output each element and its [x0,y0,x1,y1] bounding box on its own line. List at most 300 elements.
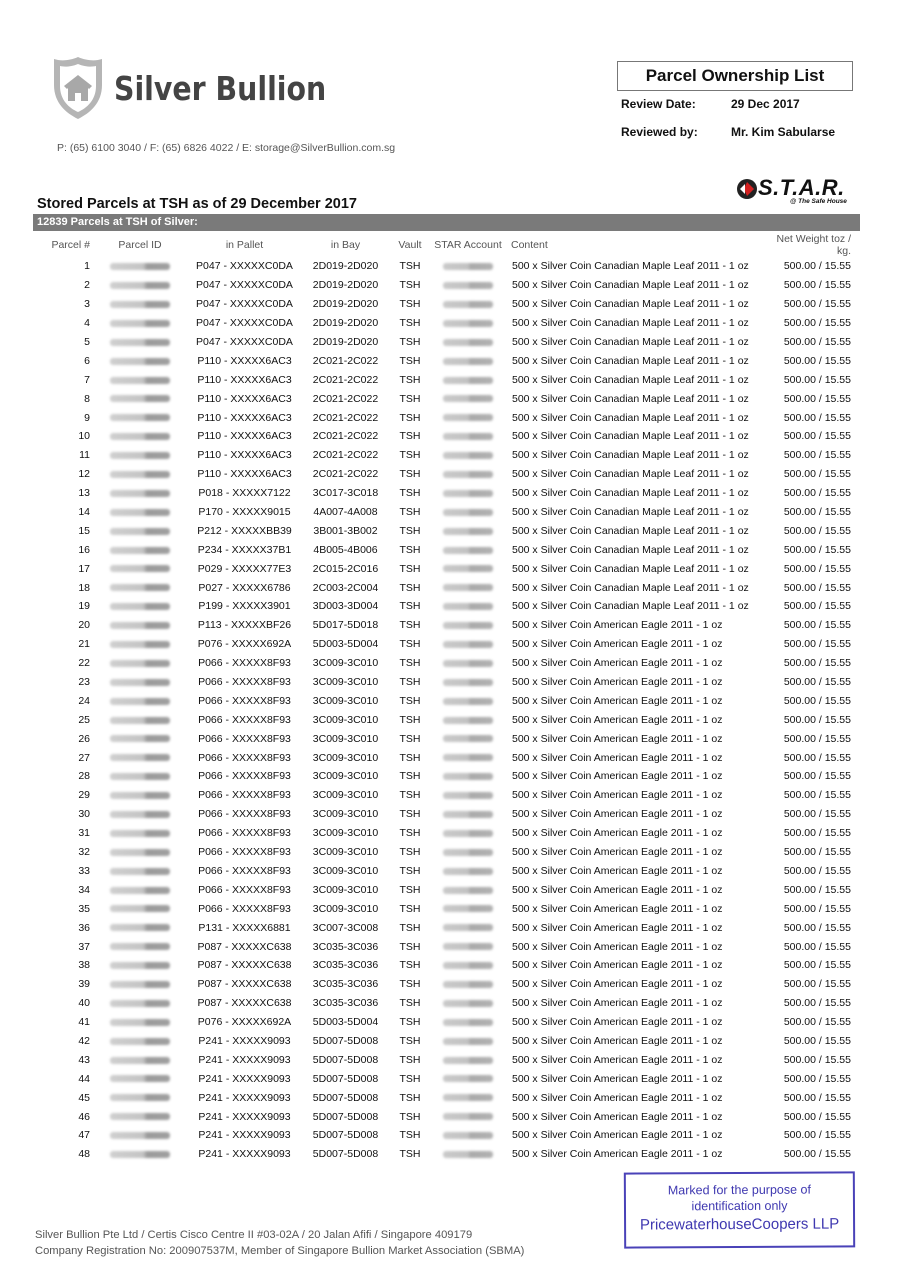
redacted-parcel-id [110,622,170,629]
bay-cell: 2D019-2D020 [312,317,379,330]
vault-cell: TSH [399,1129,421,1142]
content-cell: 500 x Silver Coin Canadian Maple Leaf 2011 - 1 oz [512,600,749,613]
redacted-parcel-id [110,490,170,497]
redacted-parcel-id [110,943,170,950]
parcel-number-cell: 45 [78,1091,90,1104]
pallet-cell: P066 - XXXXX8F93 [198,770,291,783]
pallet-cell: P110 - XXXXX6AC3 [197,354,292,367]
content-cell: 500 x Silver Coin American Eagle 2011 - 1 oz [512,638,723,651]
bay-cell: 5D007-5D008 [312,1129,379,1142]
vault-cell: TSH [399,487,421,500]
parcel-id-cell [90,314,190,333]
redacted-star-account [443,924,493,931]
parcel-id-cell [90,824,190,843]
content-cell: 500 x Silver Coin Canadian Maple Leaf 2011 - 1 oz [512,430,749,443]
redacted-parcel-id [110,263,170,270]
parcel-number-cell: 21 [78,638,90,651]
net-weight-cell: 500.00 / 15.55 [783,543,851,556]
pallet-cell: P241 - XXXXX9093 [198,1091,291,1104]
parcel-id-cell [90,540,190,559]
vault-cell: TSH [399,619,421,632]
parcel-id-cell [90,899,190,918]
net-weight-cell: 500.00 / 15.55 [783,468,851,481]
vault-cell: TSH [399,997,421,1010]
net-weight-cell: 500.00 / 15.55 [783,411,851,424]
redacted-star-account [443,358,493,365]
stamp-line-1: Marked for the purpose of [667,1182,811,1198]
net-weight-cell: 500.00 / 15.55 [783,940,851,953]
bay-cell: 3C007-3C008 [312,921,379,934]
content-cell: 500 x Silver Coin American Eagle 2011 - 1 oz [512,770,723,783]
parcel-id-cell [90,1145,190,1164]
parcel-number-cell: 8 [84,392,90,405]
pallet-cell: P110 - XXXXX6AC3 [197,449,292,462]
net-weight-cell: 500.00 / 15.55 [783,808,851,821]
column-header-star-account: STAR Account [434,239,502,251]
column-header-content: Content [511,239,548,251]
pallet-cell: P234 - XXXXX37B1 [197,543,292,556]
parcel-id-cell [90,880,190,899]
pallet-cell: P018 - XXXXX7122 [198,487,291,500]
net-weight-cell: 500.00 / 15.55 [783,921,851,934]
bay-cell: 3C009-3C010 [312,902,379,915]
table-row [33,691,860,710]
bay-cell: 2C021-2C022 [312,392,379,405]
parcel-id-cell [90,729,190,748]
star-account-cell [428,880,508,899]
table-row [33,503,860,522]
star-account-cell [428,918,508,937]
review-date-label: Review Date: [621,97,696,111]
vault-cell: TSH [399,940,421,953]
redacted-parcel-id [110,320,170,327]
table-row [33,559,860,578]
net-weight-cell: 500.00 / 15.55 [783,506,851,519]
table-row [33,465,860,484]
pallet-cell: P113 - XXXXXBF26 [197,619,292,632]
redacted-parcel-id [110,1038,170,1045]
content-cell: 500 x Silver Coin American Eagle 2011 - 1 oz [512,732,723,745]
parcel-id-cell [90,673,190,692]
column-header-net-weight: Net Weight toz / kg. [776,233,851,257]
pallet-cell: P241 - XXXXX9093 [198,1110,291,1123]
pallet-cell: P110 - XXXXX6AC3 [197,411,292,424]
star-account-cell [428,559,508,578]
star-account-cell [428,616,508,635]
vault-cell: TSH [399,260,421,273]
redacted-star-account [443,660,493,667]
parcel-number-cell: 3 [84,298,90,311]
redacted-parcel-id [110,1151,170,1158]
bay-cell: 5D007-5D008 [312,1091,379,1104]
redacted-star-account [443,509,493,516]
pallet-cell: P170 - XXXXX9015 [198,506,291,519]
redacted-parcel-id [110,641,170,648]
pallet-cell: P066 - XXXXX8F93 [198,864,291,877]
bay-cell: 3D003-3D004 [312,600,379,613]
bay-cell: 5D007-5D008 [312,1072,379,1085]
bay-cell: 2C021-2C022 [312,373,379,386]
content-cell: 500 x Silver Coin American Eagle 2011 - 1 oz [512,902,723,915]
parcel-id-cell [90,710,190,729]
net-weight-cell: 500.00 / 15.55 [783,1129,851,1142]
net-weight-cell: 500.00 / 15.55 [783,638,851,651]
summary-bar: 12839 Parcels at TSH of Silver: [33,214,860,231]
redacted-parcel-id [110,735,170,742]
table-row [33,276,860,295]
vault-cell: TSH [399,732,421,745]
net-weight-cell: 500.00 / 15.55 [783,751,851,764]
column-header-pallet: in Pallet [225,239,264,251]
table-row [33,862,860,881]
table-row [33,314,860,333]
redacted-star-account [443,962,493,969]
redacted-star-account [443,717,493,724]
star-account-cell [428,956,508,975]
redacted-star-account [443,301,493,308]
star-account-cell [428,333,508,352]
pallet-cell: P110 - XXXXX6AC3 [197,373,292,386]
vault-cell: TSH [399,1072,421,1085]
table-row [33,408,860,427]
review-date-value: 29 Dec 2017 [731,97,800,111]
net-weight-cell: 500.00 / 15.55 [783,1072,851,1085]
net-weight-cell: 500.00 / 15.55 [783,1091,851,1104]
parcel-number-cell: 43 [78,1053,90,1066]
bay-cell: 5D003-5D004 [312,638,379,651]
vault-cell: TSH [399,846,421,859]
bay-cell: 3C017-3C018 [312,487,379,500]
redacted-star-account [443,603,493,610]
net-weight-cell: 500.00 / 15.55 [783,487,851,500]
star-account-cell [428,1013,508,1032]
table-row [33,389,860,408]
content-cell: 500 x Silver Coin Canadian Maple Leaf 2011 - 1 oz [512,392,749,405]
star-account-cell [428,767,508,786]
parcel-id-cell [90,862,190,881]
redacted-parcel-id [110,584,170,591]
parcel-id-cell [90,389,190,408]
parcel-number-cell: 31 [78,827,90,840]
pallet-cell: P066 - XXXXX8F93 [198,846,291,859]
pallet-cell: P047 - XXXXXC0DA [196,336,293,348]
bay-cell: 5D007-5D008 [312,1053,379,1066]
redacted-parcel-id [110,773,170,780]
table-row [33,446,860,465]
pallet-cell: P047 - XXXXXC0DA [196,260,293,273]
redacted-star-account [443,547,493,554]
bay-cell: 3C009-3C010 [312,713,379,726]
vault-cell: TSH [399,978,421,991]
redacted-parcel-id [110,433,170,440]
redacted-star-account [443,565,493,572]
parcel-number-cell: 33 [78,864,90,877]
redacted-star-account [443,811,493,818]
vault-cell: TSH [399,468,421,481]
bay-cell: 2C021-2C022 [312,468,379,481]
bay-cell: 3C009-3C010 [312,732,379,745]
table-row [33,805,860,824]
content-cell: 500 x Silver Coin American Eagle 2011 - 1 oz [512,713,723,726]
bay-cell: 5D007-5D008 [312,1148,379,1161]
net-weight-cell: 500.00 / 15.55 [783,959,851,972]
vault-cell: TSH [399,1034,421,1047]
table-row [33,1032,860,1051]
net-weight-cell: 500.00 / 15.55 [783,902,851,915]
redacted-parcel-id [110,830,170,837]
bay-cell: 5D003-5D004 [312,1016,379,1029]
redacted-star-account [443,339,493,346]
document-title: Parcel Ownership List [617,61,853,91]
content-cell: 500 x Silver Coin American Eagle 2011 - 1 oz [512,1148,723,1161]
content-cell: 500 x Silver Coin Canadian Maple Leaf 2011 - 1 oz [512,468,749,481]
parcel-number-cell: 40 [78,997,90,1010]
parcel-number-cell: 18 [78,581,90,594]
star-logo-subtitle: @ The Safe House [790,198,847,205]
star-account-cell [428,257,508,276]
content-cell: 500 x Silver Coin American Eagle 2011 - 1 oz [512,694,723,707]
content-cell: 500 x Silver Coin American Eagle 2011 - 1 oz [512,1129,723,1142]
parcel-number-cell: 19 [78,600,90,613]
content-cell: 500 x Silver Coin Canadian Maple Leaf 2011 - 1 oz [512,506,749,519]
pallet-cell: P241 - XXXXX9093 [198,1034,291,1047]
net-weight-cell: 500.00 / 15.55 [783,997,851,1010]
parcel-number-cell: 20 [78,619,90,632]
star-account-cell [428,805,508,824]
redacted-star-account [443,395,493,402]
redacted-star-account [443,735,493,742]
parcel-id-cell [90,635,190,654]
parcel-id-cell [90,257,190,276]
parcel-id-cell [90,616,190,635]
pallet-cell: P047 - XXXXXC0DA [196,317,293,330]
redacted-star-account [443,754,493,761]
table-row [33,521,860,540]
bay-cell: 2C015-2C016 [312,562,379,575]
vault-cell: TSH [399,600,421,613]
stamp-line-2: identification only [691,1198,788,1214]
table-row [33,370,860,389]
bay-cell: 3C009-3C010 [312,846,379,859]
redacted-star-account [443,584,493,591]
content-cell: 500 x Silver Coin American Eagle 2011 - 1 oz [512,1034,723,1047]
content-cell: 500 x Silver Coin American Eagle 2011 - 1 oz [512,676,723,689]
redacted-parcel-id [110,660,170,667]
redacted-parcel-id [110,1132,170,1139]
parcel-number-cell: 46 [78,1110,90,1123]
vault-cell: TSH [399,751,421,764]
star-account-cell [428,862,508,881]
parcel-id-cell [90,333,190,352]
vault-cell: TSH [399,543,421,556]
table-row [33,1088,860,1107]
vault-cell: TSH [399,638,421,651]
star-account-cell [428,1126,508,1145]
pallet-cell: P066 - XXXXX8F93 [198,827,291,840]
bay-cell: 3C009-3C010 [312,676,379,689]
star-account-cell [428,1107,508,1126]
redacted-parcel-id [110,301,170,308]
star-account-cell [428,635,508,654]
table-row [33,351,860,370]
table-row [33,767,860,786]
pallet-cell: P087 - XXXXXC638 [197,940,292,953]
redacted-parcel-id [110,754,170,761]
content-cell: 500 x Silver Coin Canadian Maple Leaf 2011 - 1 oz [512,354,749,367]
parcel-id-cell [90,1050,190,1069]
parcel-number-cell: 28 [78,770,90,783]
parcel-number-cell: 44 [78,1072,90,1085]
parcel-id-cell [90,994,190,1013]
redacted-parcel-id [110,414,170,421]
vault-cell: TSH [399,959,421,972]
table-row [33,748,860,767]
net-weight-cell: 500.00 / 15.55 [783,713,851,726]
table-row [33,937,860,956]
bay-cell: 3C009-3C010 [312,770,379,783]
parcel-number-cell: 7 [84,373,90,386]
vault-cell: TSH [399,1016,421,1029]
net-weight-cell: 500.00 / 15.55 [783,354,851,367]
content-cell: 500 x Silver Coin American Eagle 2011 - 1 oz [512,978,723,991]
net-weight-cell: 500.00 / 15.55 [783,336,851,348]
redacted-star-account [443,471,493,478]
redacted-star-account [443,414,493,421]
parcel-table [33,233,860,1164]
parcel-number-cell: 1 [84,260,90,273]
parcel-id-cell [90,748,190,767]
redacted-star-account [443,698,493,705]
star-account-cell [428,540,508,559]
vault-cell: TSH [399,279,421,292]
silver-bullion-logo [52,55,361,121]
vault-cell: TSH [399,694,421,707]
table-row [33,673,860,692]
parcel-id-cell [90,521,190,540]
bay-cell: 2D019-2D020 [312,260,379,273]
pallet-cell: P087 - XXXXXC638 [197,978,292,991]
content-cell: 500 x Silver Coin Canadian Maple Leaf 2011 - 1 oz [512,562,749,575]
vault-cell: TSH [399,336,421,348]
net-weight-cell: 500.00 / 15.55 [783,1053,851,1066]
content-cell: 500 x Silver Coin American Eagle 2011 - 1 oz [512,846,723,859]
pallet-cell: P131 - XXXXX6881 [198,921,291,934]
redacted-parcel-id [110,981,170,988]
content-cell: 500 x Silver Coin Canadian Maple Leaf 2011 - 1 oz [512,543,749,556]
reviewed-by-value: Mr. Kim Sabularse [731,125,836,139]
net-weight-cell: 500.00 / 15.55 [783,657,851,670]
bay-cell: 2D019-2D020 [312,336,379,348]
contact-line: P: (65) 6100 3040 / F: (65) 6826 4022 / E: storage@SilverBullion.com.sg [57,142,396,154]
content-cell: 500 x Silver Coin American Eagle 2011 - 1 oz [512,997,723,1010]
parcel-number-cell: 27 [78,751,90,764]
star-account-cell [428,427,508,446]
content-cell: 500 x Silver Coin American Eagle 2011 - 1 oz [512,883,723,896]
parcel-number-cell: 9 [84,411,90,424]
bay-cell: 3C009-3C010 [312,694,379,707]
vault-cell: TSH [399,1148,421,1161]
star-account-cell [428,786,508,805]
redacted-star-account [443,282,493,289]
content-cell: 500 x Silver Coin Canadian Maple Leaf 2011 - 1 oz [512,317,749,330]
parcel-id-cell [90,1088,190,1107]
parcel-id-cell [90,597,190,616]
star-account-cell [428,1050,508,1069]
redacted-star-account [443,1057,493,1064]
parcel-number-cell: 30 [78,808,90,821]
redacted-parcel-id [110,547,170,554]
redacted-star-account [443,1038,493,1045]
vault-cell: TSH [399,676,421,689]
redacted-parcel-id [110,698,170,705]
pallet-cell: P066 - XXXXX8F93 [198,883,291,896]
section-title: Stored Parcels at TSH as of 29 December 2017 [37,196,357,212]
parcel-number-cell: 48 [78,1148,90,1161]
parcel-number-cell: 41 [78,1016,90,1029]
bay-cell: 3C035-3C036 [312,997,379,1010]
table-row [33,257,860,276]
parcel-number-cell: 36 [78,921,90,934]
parcel-id-cell [90,1126,190,1145]
vault-cell: TSH [399,524,421,537]
redacted-parcel-id [110,339,170,346]
vault-cell: TSH [399,921,421,934]
net-weight-cell: 500.00 / 15.55 [783,846,851,859]
parcel-number-cell: 29 [78,789,90,802]
parcel-id-cell [90,956,190,975]
parcel-number-cell: 11 [79,449,90,462]
content-cell: 500 x Silver Coin American Eagle 2011 - 1 oz [512,1072,723,1085]
redacted-star-account [443,528,493,535]
parcel-id-cell [90,351,190,370]
vault-cell: TSH [399,392,421,405]
content-cell: 500 x Silver Coin American Eagle 2011 - 1 oz [512,751,723,764]
redacted-parcel-id [110,811,170,818]
vault-cell: TSH [399,827,421,840]
table-row [33,333,860,352]
parcel-id-cell [90,843,190,862]
redacted-parcel-id [110,1057,170,1064]
redacted-parcel-id [110,1019,170,1026]
parcel-id-cell [90,559,190,578]
parcel-number-cell: 13 [78,487,90,500]
net-weight-cell: 500.00 / 15.55 [783,1034,851,1047]
reviewed-by-label: Reviewed by: [621,125,698,139]
redacted-star-account [443,320,493,327]
table-row [33,729,860,748]
content-cell: 500 x Silver Coin Canadian Maple Leaf 2011 - 1 oz [512,279,749,292]
vault-cell: TSH [399,562,421,575]
redacted-parcel-id [110,1113,170,1120]
redacted-parcel-id [110,868,170,875]
bay-cell: 2C021-2C022 [312,354,379,367]
column-header-bay: in Bay [330,239,361,251]
bay-cell: 2C021-2C022 [312,411,379,424]
redacted-parcel-id [110,1075,170,1082]
net-weight-cell: 500.00 / 15.55 [783,1016,851,1029]
pallet-cell: P212 - XXXXXBB39 [197,524,292,537]
star-account-cell [428,1145,508,1164]
vault-cell: TSH [399,354,421,367]
vault-cell: TSH [399,713,421,726]
redacted-star-account [443,905,493,912]
net-weight-cell: 500.00 / 15.55 [783,732,851,745]
star-account-cell [428,370,508,389]
table-row [33,1050,860,1069]
redacted-parcel-id [110,887,170,894]
star-account-cell [428,408,508,427]
pallet-cell: P066 - XXXXX8F93 [198,694,291,707]
